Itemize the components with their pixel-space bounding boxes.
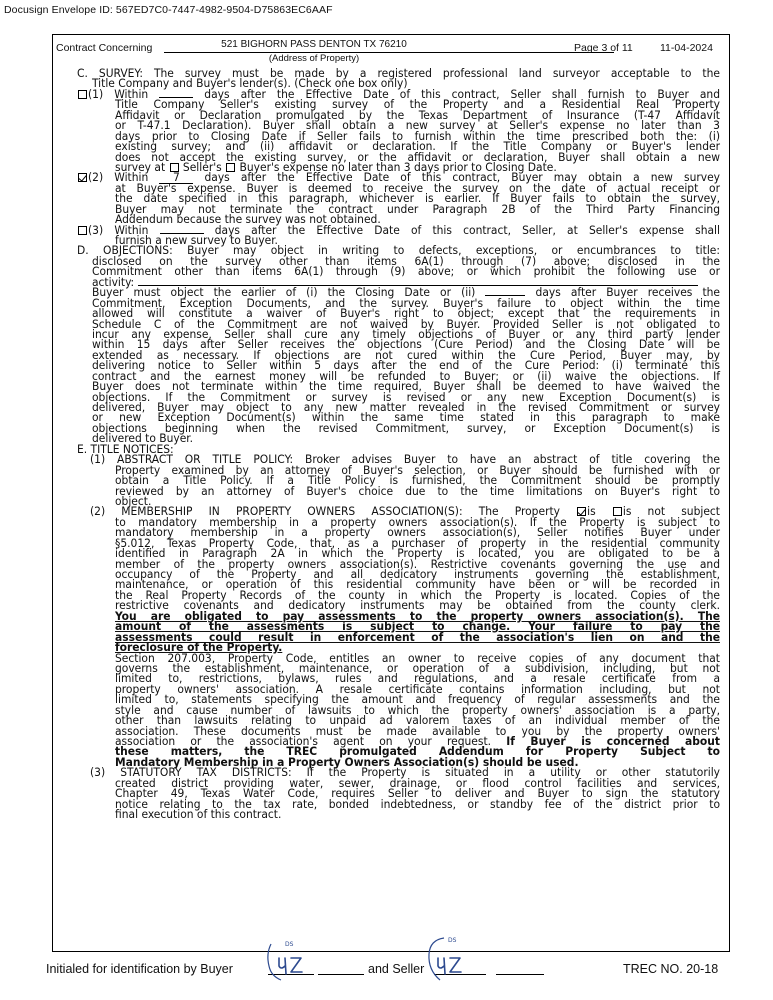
text-line: member of the property owners association(s). Restrictive covenants governing the use and <box>115 556 720 571</box>
text-line: allowed will constitute a waiver of Buyer's right to object; except that the requirements in <box>92 306 720 321</box>
buyer-expense-checkbox[interactable] <box>226 163 235 172</box>
text-line: the Real Property Records of the county in which the Property is located. Copies of the <box>115 587 720 602</box>
contract-concerning-label: Contract Concerning <box>56 42 153 54</box>
text-run: Buyer must object the earlier of (i) the Closing Date or (ii) <box>92 285 486 300</box>
text-line: reviewed by an attorney of Buyer's choice due to the time limitations on Buyer's right to <box>115 483 720 498</box>
text-line: (1) ABSTRACT OR TITLE POLICY: Broker advises Buyer to have an abstract of title covering the <box>90 452 720 467</box>
bold-notice-line: assessments could result in enforcement of the association's lien on and the <box>115 629 720 644</box>
survey-option-3-checkbox[interactable] <box>78 226 87 235</box>
text-line: within 15 days after Seller receives the objections (Cure Period) and the Closing Date will be <box>92 337 720 352</box>
text-line: Addendum because the survey was not obtained. <box>115 212 381 227</box>
seller-initials-signature <box>426 934 476 988</box>
bold-run: If Buyer is concerned about <box>506 734 720 748</box>
text-line: style and cause number of lawsuits to which the property owners' association is a party, <box>115 702 720 717</box>
text-run: days after the Effective Date of this contract, Seller shall furnish to Buyer and <box>193 86 720 101</box>
text-run: association or the association's agent on your request. <box>115 734 507 748</box>
seller-initial-blank-2[interactable] <box>496 974 544 975</box>
buyer-initials-signature <box>265 940 315 989</box>
text-line: Section 207.003, Property Code, entitles an owner to receive copies of any document that <box>115 650 720 665</box>
text-run: (3) Within <box>88 222 160 237</box>
bold-notice-line: You are obligated to pay assessments to the property owners association(s). The <box>115 608 720 623</box>
text-line: §5.012, Texas Property Code, that, as a purchaser of property in the residential community <box>115 535 720 550</box>
text-run: days after the Effective Date of this contract, Buyer may obtain a new survey <box>193 170 720 185</box>
text-line: at Buyer's expense. Buyer is deemed to receive the survey on the date of actual receipt or <box>115 180 720 195</box>
text-run: (2) MEMBERSHIP IN PROPERTY OWNERS ASSOCIATION(S): The Property <box>90 504 577 519</box>
text-line: objections. If the Commitment or survey is revised or any new Exception Document(s) is <box>92 389 720 404</box>
seller-expense-checkbox[interactable] <box>170 163 179 172</box>
objections-heading: D. OBJECTIONS: Buyer may object in writing to defects, exceptions, or encumbrances to title: <box>77 243 720 258</box>
text-line: objections beginning when the revised Commitment, survey, or Exception Document(s) is <box>92 420 720 435</box>
text-run: Buyer's expense no later than 3 days prior to Closing Date. <box>236 159 557 174</box>
days-value[interactable]: 7 <box>159 172 193 183</box>
text-line: object. <box>115 493 152 508</box>
text-line: identified in Paragraph 2A in which the Property is located, you are obligated to be a <box>115 546 720 561</box>
text-line: property owners' association. A resale certificate contains information including, but not <box>115 681 720 696</box>
text-line: the date specified in this paragraph, whichever is earlier. If Buyer fails to obtain the survey, <box>115 191 720 206</box>
text-line: mandatory membership in a property owners association(s), Seller notifies Buyer under <box>115 525 720 540</box>
ds-tag: DS <box>448 937 457 944</box>
text-line: (3) STATUTORY TAX DISTRICTS: If the Property is situated in a utility or other statutorily <box>90 765 720 780</box>
text-line: maintenance, or operation of this residential community have been or will be recorded in <box>115 577 720 592</box>
text-line: Commitment other than items 6A(1) through (9) above; or which prohibit the following use or <box>92 264 720 279</box>
text-line: obtain a Title Policy. If a Title Policy is furnished, the Commitment should be promptly <box>115 473 720 488</box>
poa-is-checkbox[interactable] <box>577 507 586 516</box>
text-line: Property examined by an attorney of Buyer's selection, or Buyer should be furnished with or <box>115 462 720 477</box>
contract-body <box>60 68 720 820</box>
text-line: days prior to Closing Date if Seller fails to furnish within the time prescribed both the: (i) <box>115 128 720 143</box>
text-run: activity: <box>92 274 138 289</box>
text-line: delivered to Buyer. <box>92 431 194 446</box>
text-line: Commitment, Exception Documents, and the survey. Buyer's failure to object within the time <box>92 295 720 310</box>
text-run: (1) Within <box>88 86 160 101</box>
text-line: furnish a new survey to Buyer. <box>115 233 278 247</box>
text-run: is <box>587 504 612 519</box>
text-run: days after Buyer receives the <box>525 285 721 300</box>
text-line: Affidavit or Declaration promulgated by the Texas Department of Insurance (T-47 Affidavit <box>115 107 720 122</box>
text-run: Seller's <box>179 159 226 174</box>
text-run: days after the Effective Date of this contract, Seller, at Seller's expense shall <box>203 222 720 237</box>
bold-notice-line: foreclosure of the Property. <box>115 640 283 655</box>
address-caption: (Address of Property) <box>268 53 360 64</box>
days-blank[interactable] <box>485 287 525 296</box>
text-line: final execution of this contract. <box>115 807 282 822</box>
trec-number: TREC NO. 20-18 <box>623 962 719 976</box>
bold-notice-line: amount of the assessments is subject to change. Your failure to pay the <box>115 619 720 634</box>
text-line: existing survey; and (ii) affidavit or declaration. If the Title Company or Buyer's lender <box>115 139 720 154</box>
survey-option-1-checkbox[interactable] <box>78 90 87 99</box>
text-line: created district providing water, sewer, drainage, or flood control facilities and services, <box>115 775 720 790</box>
survey-option-2-checkbox[interactable] <box>78 173 87 182</box>
text-line: contract and the earnest money will be refunded to Buyer; or (ii) waive the objections. If <box>92 368 720 383</box>
text-line: occupancy of the Property and all dedicatory instruments governing the establishment, <box>115 567 720 581</box>
text-line: limited to, restrictions, bylaws, rules and regulations, and a resale certificate from a <box>115 671 720 686</box>
text-line: Chapter 49, Texas Water Code, requires Seller to deliver and Buyer to sign the statutory <box>115 786 720 801</box>
page-footer <box>46 960 736 984</box>
text-line: Buyer may not terminate the contract under Paragraph 2B of the Third Party Financing <box>115 201 720 216</box>
property-address: 521 BIGHORN PASS DENTON TX 76210 <box>221 39 407 50</box>
text-line: incur any expense, Seller shall cure any timely objections of Buyer or any third party lender <box>92 326 720 341</box>
text-line: does not accept the existing survey, or the affidavit or declaration, Buyer shall obtain a new <box>115 149 720 164</box>
text-line: delivering notice to Seller within 5 days after the end of the Cure Period: (i) terminate this <box>92 358 720 373</box>
text-run: survey at <box>115 159 169 174</box>
text-line: disclosed on the survey other than items 6A(1) through (7) above; disclosed in the <box>92 253 720 268</box>
text-line: Schedule C of the Commitment are not waived by Buyer. Provided Seller is not obligated to <box>92 316 720 331</box>
text-line: or T-47.1 Declaration). Buyer shall obtain a new survey at Seller's expense no later than 3 <box>115 118 720 133</box>
text-line: other than lawsuits relating to unpaid ad valorem taxes of an individual member of the <box>115 713 720 728</box>
page-number: Page 3 of 11 <box>574 42 633 54</box>
text-line: delivered, Buyer may object to any new matter revealed in the revised Commitment or survey <box>92 400 720 414</box>
text-line: limited to, statements specifying the amount and frequency of regular assessments and the <box>115 692 720 707</box>
poa-is-not-checkbox[interactable] <box>613 507 622 516</box>
seller-initials-drawing <box>426 934 476 984</box>
and-seller-label: and Seller <box>368 962 425 976</box>
buyer-initials-drawing <box>265 940 315 985</box>
text-line: extended as necessary. If objections are not cured within the Cure Period, Buyer may, by <box>92 347 720 362</box>
ds-tag: DS <box>285 941 294 948</box>
page-header <box>56 40 728 66</box>
text-line: to mandatory membership in a property owners association(s). If the Property is subject to <box>115 514 720 529</box>
text-line: Title Company and Buyer's lender(s). (Check one box only) <box>92 76 408 91</box>
title-notices-heading: E. TITLE NOTICES: <box>77 441 174 456</box>
form-date: 11-04-2024 <box>660 42 713 54</box>
text-line: Buyer does not terminate within the time required, Buyer shall be deemed to have waived the <box>92 379 720 394</box>
text-line: or new Exception Document(s) within the same time stated in this paragraph to make <box>92 410 720 425</box>
text-line: restrictive covenants and dedicatory instruments may be obtained from the county clerk. <box>115 598 720 613</box>
buyer-initial-blank-2[interactable] <box>318 974 364 975</box>
initialed-label: Initialed for identification by Buyer <box>46 962 233 976</box>
text-run: is not subject <box>622 504 720 519</box>
text-line: notice relating to the tax rate, bonded indebtedness, or standby fee of the district prior to <box>115 796 720 811</box>
text-line: association. These documents must be made available to you by the property owners' <box>115 723 720 738</box>
bold-notice-line: these matters, the TREC promulgated Addendum for Property Subject to <box>115 744 720 759</box>
bold-notice-line: Mandatory Membership in a Property Owners Association(s) should be used. <box>115 754 579 769</box>
survey-heading: C. SURVEY: The survey must be made by a registered professional land surveyor acceptable to the <box>77 66 720 80</box>
text-line: Title Company Seller's existing survey of the Property and a Residential Real Property <box>115 97 720 112</box>
text-line: governs the establishment, maintenance, or operation of a subdivision, including, but not <box>115 660 720 675</box>
envelope-id: Docusign Envelope ID: 567ED7C0-7447-4982-9504-D75863EC6AAF <box>4 4 333 16</box>
text-run: (2) Within <box>88 170 160 185</box>
